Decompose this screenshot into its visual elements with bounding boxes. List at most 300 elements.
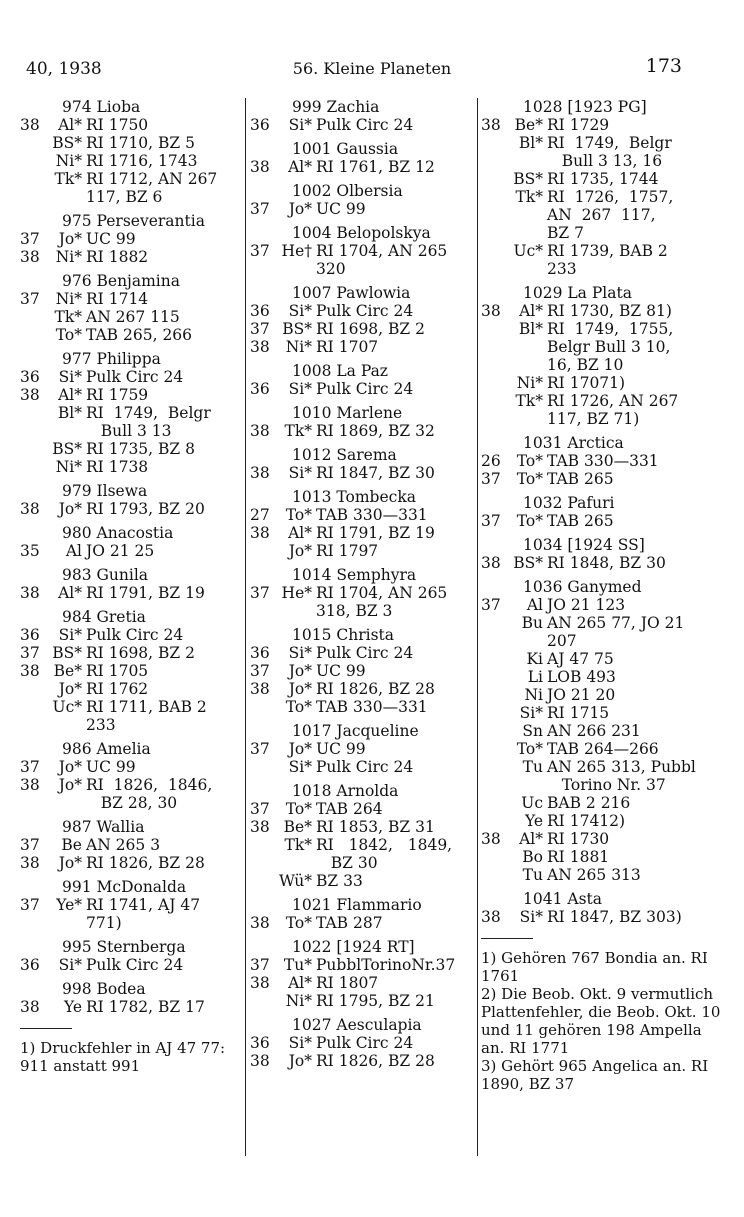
planet-title: 974 Lioba xyxy=(62,98,141,116)
publication-reference: RI 1759 xyxy=(86,386,149,404)
observatory-code: To* xyxy=(516,470,543,488)
planet-entry xyxy=(250,566,472,620)
observatory-code: Tu xyxy=(522,758,543,776)
publication-reference: UC 99 xyxy=(316,740,366,758)
observation-line xyxy=(481,188,721,242)
observation-year: 36 xyxy=(20,368,40,386)
publication-reference: UC 99 xyxy=(316,200,366,218)
observatory-code: Bl* xyxy=(57,404,82,422)
observation-year: 36 xyxy=(250,644,270,662)
observation-line xyxy=(250,116,472,134)
publication-reference: RI 1705 xyxy=(86,662,149,680)
observation-year: 36 xyxy=(20,626,40,644)
observation-year xyxy=(20,680,36,698)
planet-entry xyxy=(250,284,472,356)
observation-year: 36 xyxy=(250,380,270,398)
observation-line xyxy=(250,956,472,974)
observation-year: 38 xyxy=(250,818,270,836)
planet-entry xyxy=(481,98,721,278)
observation-line xyxy=(250,662,472,680)
observation-line xyxy=(250,242,472,278)
observation-year: 37 xyxy=(20,290,40,308)
observatory-code: To* xyxy=(516,512,543,530)
observation-line xyxy=(250,740,472,758)
observation-year: 38 xyxy=(20,776,40,794)
publication-reference: TAB 265 xyxy=(547,512,614,530)
observation-year: 36 xyxy=(250,302,270,320)
publication-reference: TAB 264 xyxy=(316,800,383,818)
observatory-code: Ni xyxy=(524,686,543,704)
observation-line xyxy=(481,686,721,704)
observation-line xyxy=(481,470,721,488)
column-3 xyxy=(481,98,721,1093)
planet-title: 980 Anacostia xyxy=(62,524,174,542)
publication-reference: RI 1797 xyxy=(316,542,379,560)
planet-entry xyxy=(20,608,242,734)
observation-year: 38 xyxy=(20,998,40,1016)
observatory-code: He† xyxy=(281,242,312,260)
observation-year: 38 xyxy=(20,662,40,680)
planet-entry xyxy=(481,578,721,884)
observation-year xyxy=(481,392,497,428)
observatory-code: Al* xyxy=(288,158,312,176)
observatory-code: Ni* xyxy=(285,338,312,356)
observation-line xyxy=(20,230,242,248)
publication-reference: RI 17412) xyxy=(547,812,626,830)
observation-line xyxy=(20,542,242,560)
planet-entry xyxy=(250,404,472,440)
publication-reference: RI 1795, BZ 21 xyxy=(316,992,435,1010)
observation-year: 38 xyxy=(481,830,501,848)
observatory-code: He* xyxy=(281,584,312,602)
publication-reference: TAB 330—331 xyxy=(316,698,428,716)
observatory-code: Be* xyxy=(514,116,543,134)
observatory-code: Ni* xyxy=(55,290,82,308)
column-2 xyxy=(250,98,472,1070)
planet-title: 1012 Sarema xyxy=(292,446,397,464)
observatory-code: Ye xyxy=(63,998,82,1016)
observation-line xyxy=(250,680,472,698)
observation-year: 37 xyxy=(20,836,40,854)
publication-reference: AN 266 231 xyxy=(547,722,641,740)
observation-line xyxy=(250,584,472,620)
footnote: 1) Gehören 767 Bondia an. RI 1761 xyxy=(481,949,708,985)
publication-reference: RI 1707 xyxy=(316,338,379,356)
observation-line xyxy=(250,698,472,716)
observation-year: 37 xyxy=(20,644,40,662)
observation-line xyxy=(250,542,472,560)
publication-reference: RI 1761, BZ 12 xyxy=(316,158,435,176)
observatory-code: Tk* xyxy=(284,422,312,440)
publication-reference: RI 1869, BZ 32 xyxy=(316,422,435,440)
publication-reference: RI 1750 xyxy=(86,116,149,134)
planet-title: 1031 Arctica xyxy=(523,434,624,452)
planet-title: 1034 [1924 SS] xyxy=(523,536,645,554)
observatory-code: BS* xyxy=(52,440,82,458)
publication-reference: RI 1749, Belgr Bull 3 13 xyxy=(86,404,211,440)
observation-line xyxy=(20,170,242,206)
observation-year: 38 xyxy=(481,116,501,134)
publication-reference: RI 1842, 1849, BZ 30 xyxy=(316,836,453,872)
publication-reference: RI 1826, 1846, BZ 28, 30 xyxy=(86,776,213,812)
publication-reference: RI 1749, 1755, Belgr Bull 3 10, 16, BZ 10 xyxy=(547,320,674,374)
planet-title: 987 Wallia xyxy=(62,818,145,836)
publication-reference: RI 1791, BZ 19 xyxy=(86,584,205,602)
observation-year: 37 xyxy=(20,758,40,776)
observation-line xyxy=(481,452,721,470)
observation-year xyxy=(20,440,36,458)
publication-reference: BAB 2 216 xyxy=(547,794,631,812)
observatory-code: Si* xyxy=(288,302,312,320)
publication-reference: RI 1729 xyxy=(547,116,610,134)
observatory-code: Uc* xyxy=(513,242,543,260)
observation-line xyxy=(481,812,721,830)
publication-reference: AN 267 115 xyxy=(86,308,180,326)
planet-entry xyxy=(250,938,472,1010)
publication-reference: TAB 265 xyxy=(547,470,614,488)
publication-reference: Pulk Circ 24 xyxy=(316,758,414,776)
observatory-code: Jo* xyxy=(58,500,82,518)
publication-reference: PubblTorinoNr.37 xyxy=(316,956,456,974)
publication-reference: RI 1698, BZ 2 xyxy=(316,320,425,338)
publication-reference: RI 1698, BZ 2 xyxy=(86,644,195,662)
observation-line xyxy=(481,374,721,392)
observation-year: 35 xyxy=(20,542,40,560)
observation-line xyxy=(20,956,242,974)
observation-line xyxy=(250,1034,472,1052)
observation-year: 38 xyxy=(250,422,270,440)
publication-reference: RI 1881 xyxy=(547,848,610,866)
observation-year: 38 xyxy=(250,914,270,932)
observation-line xyxy=(20,134,242,152)
observation-year: 37 xyxy=(250,662,270,680)
planet-title: 986 Amelia xyxy=(62,740,151,758)
planet-entry xyxy=(20,272,242,344)
observatory-code: To* xyxy=(285,800,312,818)
observatory-code: Al* xyxy=(519,830,543,848)
observation-year: 37 xyxy=(250,956,270,974)
observatory-code: Si* xyxy=(288,758,312,776)
planet-entry xyxy=(20,98,242,206)
planet-entry xyxy=(250,362,472,398)
observation-year xyxy=(20,134,36,152)
observation-year: 38 xyxy=(250,1052,270,1070)
planet-title: 1015 Christa xyxy=(292,626,395,644)
planet-title: 1002 Olbersia xyxy=(292,182,403,200)
publication-reference: Pulk Circ 24 xyxy=(316,116,414,134)
planet-title: 1032 Pafuri xyxy=(523,494,615,512)
observatory-code: Ni* xyxy=(55,152,82,170)
publication-reference: RI 17071) xyxy=(547,374,626,392)
publication-reference: AJ 47 75 xyxy=(547,650,614,668)
observation-year xyxy=(481,134,497,170)
observation-year xyxy=(250,992,266,1010)
observatory-code: Tk* xyxy=(515,392,543,410)
observatory-code: Bl* xyxy=(518,134,543,152)
publication-reference: TAB 330—331 xyxy=(316,506,428,524)
observatory-code: Li xyxy=(527,668,543,686)
planet-title: 1022 [1924 RT] xyxy=(292,938,415,956)
planet-entry xyxy=(20,482,242,518)
observation-line xyxy=(481,554,721,572)
observation-line xyxy=(20,854,242,872)
observatory-code: BS* xyxy=(52,644,82,662)
observation-line xyxy=(20,644,242,662)
observatory-code: To* xyxy=(55,326,82,344)
publication-reference: Pulk Circ 24 xyxy=(316,1034,414,1052)
observation-year: 38 xyxy=(481,554,501,572)
publication-reference: TAB 330—331 xyxy=(547,452,659,470)
observatory-code: To* xyxy=(516,740,543,758)
observation-line xyxy=(20,836,242,854)
publication-reference: RI 1730, BZ 81) xyxy=(547,302,672,320)
publication-reference: RI 1847, BZ 303) xyxy=(547,908,682,926)
publication-reference: RI 1782, BZ 17 xyxy=(86,998,205,1016)
publication-reference: RI 1749, Belgr Bull 3 13, 16 xyxy=(547,134,672,170)
observation-line xyxy=(20,290,242,308)
planet-title: 1028 [1923 PG] xyxy=(523,98,647,116)
publication-reference: RI 1793, BZ 20 xyxy=(86,500,205,518)
observation-year: 38 xyxy=(250,524,270,542)
observation-line xyxy=(481,704,721,722)
publication-reference: TAB 264—266 xyxy=(547,740,659,758)
observation-year: 36 xyxy=(250,1034,270,1052)
observation-line xyxy=(20,440,242,458)
observation-line xyxy=(250,320,472,338)
planet-entry xyxy=(20,938,242,974)
planet-entry xyxy=(250,626,472,716)
publication-reference: RI 1762 xyxy=(86,680,149,698)
observatory-code: Si* xyxy=(288,116,312,134)
observation-line xyxy=(250,506,472,524)
observation-year xyxy=(481,686,497,704)
observation-line xyxy=(20,458,242,476)
planet-title: 976 Benjamina xyxy=(62,272,180,290)
publication-reference: RI 1882 xyxy=(86,248,149,266)
observation-year: 36 xyxy=(20,956,40,974)
observation-year xyxy=(20,458,36,476)
column-1 xyxy=(20,98,242,1075)
publication-reference: Pulk Circ 24 xyxy=(86,368,184,386)
observation-year xyxy=(481,188,497,242)
observatory-code: Jo* xyxy=(58,230,82,248)
planet-entry xyxy=(20,818,242,872)
observation-year xyxy=(481,614,497,650)
planet-entry xyxy=(250,98,472,134)
observation-line xyxy=(250,1052,472,1070)
publication-reference: RI 1714 xyxy=(86,290,149,308)
observation-year: 38 xyxy=(20,248,40,266)
observation-line xyxy=(481,650,721,668)
planet-entry xyxy=(20,524,242,560)
footnote-rule xyxy=(481,938,533,939)
observation-year xyxy=(20,698,36,734)
observation-year: 37 xyxy=(250,320,270,338)
observation-year xyxy=(481,740,497,758)
publication-reference: Pulk Circ 24 xyxy=(86,956,184,974)
observation-year xyxy=(481,812,497,830)
observation-line xyxy=(481,596,721,614)
observation-year xyxy=(481,848,497,866)
page-number: 173 xyxy=(645,55,682,77)
planet-entry xyxy=(20,350,242,476)
observation-year: 37 xyxy=(250,200,270,218)
observatory-code: Ye* xyxy=(56,896,82,914)
observatory-code: Al* xyxy=(288,524,312,542)
publication-reference: AN 265 3 xyxy=(86,836,161,854)
planet-title: 1027 Aesculapia xyxy=(292,1016,422,1034)
observation-line xyxy=(250,758,472,776)
footnote: 1) Druckfehler in AJ 47 77: 911 anstatt 991 xyxy=(20,1039,226,1075)
observation-line xyxy=(481,512,721,530)
publication-reference: RI 1853, BZ 31 xyxy=(316,818,435,836)
observatory-code: Tk* xyxy=(54,170,82,188)
publication-reference: JO 21 123 xyxy=(547,596,626,614)
planet-entry xyxy=(481,890,721,926)
observation-line xyxy=(20,404,242,440)
observation-year xyxy=(481,704,497,722)
observation-line xyxy=(481,116,721,134)
observatory-code: Wü* xyxy=(278,872,312,890)
planet-title: 1013 Tombecka xyxy=(292,488,416,506)
observation-year xyxy=(481,794,497,812)
observation-year: 38 xyxy=(481,302,501,320)
observatory-code: To* xyxy=(285,506,312,524)
planet-title: 979 Ilsewa xyxy=(62,482,148,500)
publication-reference: BZ 33 xyxy=(316,872,363,890)
observation-year: 38 xyxy=(20,116,40,134)
observation-line xyxy=(20,500,242,518)
observation-line xyxy=(481,302,721,320)
planet-title: 1010 Marlene xyxy=(292,404,403,422)
planet-entry xyxy=(250,182,472,218)
observatory-code: To* xyxy=(285,698,312,716)
footnote: 2) Die Beob. Okt. 9 vermutlich Plattenfehler, die Beob. Okt. 10 und 11 gehören 198 Ampella an. RI 1771 xyxy=(481,985,721,1057)
publication-reference: RI 1847, BZ 30 xyxy=(316,464,435,482)
publication-reference: RI 1712, AN 267 117, BZ 6 xyxy=(86,170,218,206)
planet-title: 999 Zachia xyxy=(292,98,380,116)
observatory-code: Si* xyxy=(288,464,312,482)
observation-year: 38 xyxy=(250,464,270,482)
observation-year: 37 xyxy=(250,242,270,260)
observation-line xyxy=(20,680,242,698)
observatory-code: Al* xyxy=(288,974,312,992)
planet-title: 1004 Belopolskya xyxy=(292,224,431,242)
observatory-code: Bl* xyxy=(518,320,543,338)
observation-year: 38 xyxy=(250,974,270,992)
planet-entry xyxy=(250,446,472,482)
observatory-code: Be* xyxy=(53,662,82,680)
planet-title: 983 Gunila xyxy=(62,566,149,584)
planet-entry xyxy=(20,878,242,932)
publication-reference: RI 1738 xyxy=(86,458,149,476)
planet-entry xyxy=(20,740,242,812)
observatory-code: Bo xyxy=(522,848,543,866)
planet-entry xyxy=(481,434,721,488)
observatory-code: Si* xyxy=(58,956,82,974)
planet-title: 1014 Semphyra xyxy=(292,566,417,584)
observation-year: 38 xyxy=(20,854,40,872)
observatory-code: Ye xyxy=(524,812,543,830)
observatory-code: Tk* xyxy=(515,188,543,206)
publication-reference: RI 1735, 1744 xyxy=(547,170,659,188)
observatory-code: Si* xyxy=(58,626,82,644)
planet-title: 995 Sternberga xyxy=(62,938,186,956)
publication-reference: RI 1710, BZ 5 xyxy=(86,134,195,152)
observation-line xyxy=(250,818,472,836)
observation-year: 37 xyxy=(250,800,270,818)
observation-line xyxy=(481,170,721,188)
observatory-code: Si* xyxy=(288,380,312,398)
observation-year: 26 xyxy=(481,452,501,470)
observation-line xyxy=(20,698,242,734)
publication-reference: RI 1826, BZ 28 xyxy=(316,680,435,698)
observatory-code: Be xyxy=(61,836,82,854)
planet-title: 1008 La Paz xyxy=(292,362,388,380)
publication-reference: RI 1741, AJ 47 771) xyxy=(86,896,201,932)
footnote-rule xyxy=(20,1028,72,1029)
observatory-code: Ki xyxy=(526,650,543,668)
observatory-code: BS* xyxy=(513,170,543,188)
planet-entry xyxy=(250,1016,472,1070)
publication-reference: RI 1791, BZ 19 xyxy=(316,524,435,542)
planet-title: 1041 Asta xyxy=(523,890,602,908)
observation-year xyxy=(20,308,36,326)
publication-reference: RI 1735, BZ 8 xyxy=(86,440,195,458)
observation-line xyxy=(250,872,472,890)
planet-title: 1017 Jacqueline xyxy=(292,722,419,740)
observation-line xyxy=(481,668,721,686)
page-header xyxy=(0,55,744,81)
observatory-code: Tk* xyxy=(54,308,82,326)
planet-entry xyxy=(250,488,472,560)
publication-reference: TAB 265, 266 xyxy=(86,326,193,344)
observation-line xyxy=(481,758,721,794)
publication-reference: UC 99 xyxy=(316,662,366,680)
observation-year xyxy=(481,170,497,188)
volume-year: 40, 1938 xyxy=(26,59,102,79)
publication-reference: RI 1726, 1757, AN 267 117, BZ 7 xyxy=(547,188,674,242)
observation-line xyxy=(20,758,242,776)
observation-year xyxy=(481,242,497,278)
observation-year xyxy=(20,170,36,206)
publication-reference: UC 99 xyxy=(86,758,136,776)
observatory-code: Jo* xyxy=(288,200,312,218)
observation-year: 37 xyxy=(481,596,501,614)
observation-year xyxy=(250,872,266,890)
observation-year xyxy=(481,374,497,392)
publication-reference: Pulk Circ 24 xyxy=(316,644,414,662)
observation-year xyxy=(20,326,36,344)
observation-line xyxy=(481,830,721,848)
observation-line xyxy=(481,134,721,170)
observation-line xyxy=(250,800,472,818)
planet-title: 977 Philippa xyxy=(62,350,161,368)
observation-line xyxy=(250,422,472,440)
planet-title: 1021 Flammario xyxy=(292,896,422,914)
publication-reference: RI 1848, BZ 30 xyxy=(547,554,666,572)
planet-title: 998 Bodea xyxy=(62,980,146,998)
observation-year: 27 xyxy=(250,506,270,524)
observation-line xyxy=(481,866,721,884)
observation-year: 37 xyxy=(481,470,501,488)
observation-line xyxy=(250,158,472,176)
observatory-code: Bu xyxy=(521,614,543,632)
observatory-code: Al* xyxy=(58,116,82,134)
observation-line xyxy=(20,776,242,812)
observatory-code: Tu* xyxy=(283,956,312,974)
observation-line xyxy=(20,326,242,344)
